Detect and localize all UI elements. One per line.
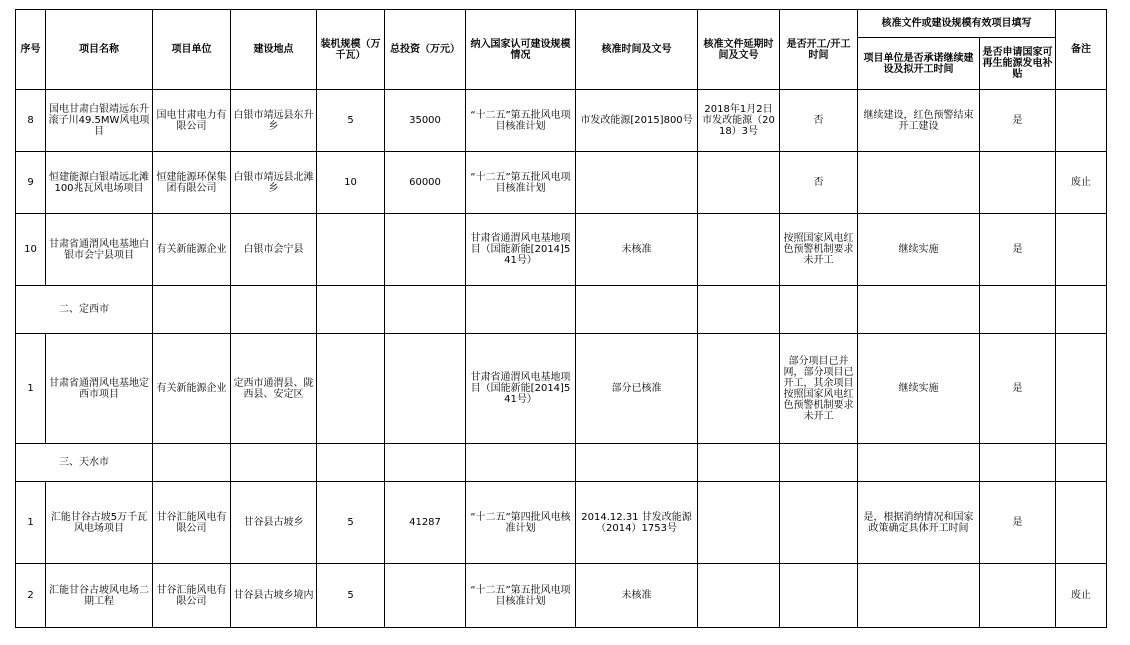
cell-remark xyxy=(1056,482,1107,564)
cell-commit: 是，根据消纳情况和国家政策确定具体开工时间 xyxy=(858,482,980,564)
cell-capacity xyxy=(317,334,385,444)
cell-commit: 继续实施 xyxy=(858,334,980,444)
cell-project-unit: 国电甘肃电力有限公司 xyxy=(153,90,231,152)
header-seq: 序号 xyxy=(16,10,46,90)
cell-capacity: 5 xyxy=(317,482,385,564)
cell-started: 部分项目已并网，部分项目已开工，其余项目按照国家风电红色预警机制要求未开工 xyxy=(780,334,858,444)
cell-project-name: 甘肃省通渭风电基地白银市会宁县项目 xyxy=(46,214,153,286)
cell-extension xyxy=(698,152,780,214)
cell-location: 定西市通渭县、陇西县、安定区 xyxy=(231,334,317,444)
section-heading: 三、天水市 xyxy=(16,444,153,482)
project-table xyxy=(15,9,1107,628)
header-national-plan: 纳入国家认可建设规模情况 xyxy=(466,10,576,90)
cell-approval: 未核准 xyxy=(576,214,698,286)
cell-commit: 继续实施 xyxy=(858,214,980,286)
cell-seq: 1 xyxy=(16,482,46,564)
cell-capacity: 5 xyxy=(317,564,385,628)
cell-project-name: 汇能甘谷古坡5万千瓦风电场项目 xyxy=(46,482,153,564)
cell-remark xyxy=(1056,90,1107,152)
cell-remark xyxy=(1056,334,1107,444)
cell-seq: 1 xyxy=(16,334,46,444)
cell-national-plan: “十二五”第五批风电项目核准计划 xyxy=(466,152,576,214)
section-heading: 二、定西市 xyxy=(16,286,153,334)
cell-project-unit: 恒建能源环保集团有限公司 xyxy=(153,152,231,214)
header-started: 是否开工/开工时间 xyxy=(780,10,858,90)
cell-started xyxy=(780,482,858,564)
header-location: 建设地点 xyxy=(231,10,317,90)
cell-project-name: 汇能甘谷古坡风电场二期工程 xyxy=(46,564,153,628)
cell-location: 白银市靖远县北滩乡 xyxy=(231,152,317,214)
cell-subsidy xyxy=(980,152,1056,214)
cell-commit xyxy=(858,152,980,214)
cell-project-name: 甘肃省通渭风电基地定西市项目 xyxy=(46,334,153,444)
cell-seq: 2 xyxy=(16,564,46,628)
cell-extension: 2018年1月2日 市发改能源（2018）3号 xyxy=(698,90,780,152)
header-remark: 备注 xyxy=(1056,10,1107,90)
cell-seq: 9 xyxy=(16,152,46,214)
header-capacity: 装机规模（万千瓦） xyxy=(317,10,385,90)
cell-location: 甘谷县古坡乡境内 xyxy=(231,564,317,628)
cell-investment: 41287 xyxy=(385,482,466,564)
cell-investment xyxy=(385,214,466,286)
cell-approval xyxy=(576,152,698,214)
table-row xyxy=(16,214,1107,286)
cell-national-plan: “十二五”第四批风电核准计划 xyxy=(466,482,576,564)
cell-extension xyxy=(698,214,780,286)
table-row xyxy=(16,564,1107,628)
cell-seq: 10 xyxy=(16,214,46,286)
cell-approval: 部分已核准 xyxy=(576,334,698,444)
header-subsidy: 是否申请国家可再生能源发电补贴 xyxy=(980,38,1056,90)
header-group: 核准文件或建设规模有效项目填写 xyxy=(858,10,1056,38)
cell-capacity: 5 xyxy=(317,90,385,152)
header-approval: 核准时间及文号 xyxy=(576,10,698,90)
cell-extension xyxy=(698,334,780,444)
cell-subsidy: 是 xyxy=(980,334,1056,444)
cell-started: 否 xyxy=(780,152,858,214)
cell-investment xyxy=(385,564,466,628)
cell-subsidy xyxy=(980,564,1056,628)
table-row xyxy=(16,152,1107,214)
cell-capacity xyxy=(317,214,385,286)
section-row xyxy=(16,444,1107,482)
cell-project-name: 国电甘肃白银靖远东升滚子川49.5MW风电项目 xyxy=(46,90,153,152)
table-body xyxy=(16,90,1107,628)
cell-approval: 市发改能源[2015]800号 xyxy=(576,90,698,152)
cell-approval: 未核准 xyxy=(576,564,698,628)
cell-investment: 60000 xyxy=(385,152,466,214)
table-row xyxy=(16,90,1107,152)
cell-project-unit: 甘谷汇能风电有限公司 xyxy=(153,482,231,564)
table-header xyxy=(16,10,1107,90)
cell-approval: 2014.12.31 甘发改能源（2014）1753号 xyxy=(576,482,698,564)
cell-subsidy: 是 xyxy=(980,214,1056,286)
cell-capacity: 10 xyxy=(317,152,385,214)
cell-remark: 废止 xyxy=(1056,152,1107,214)
table-row xyxy=(16,334,1107,444)
cell-seq: 8 xyxy=(16,90,46,152)
cell-location: 白银市会宁县 xyxy=(231,214,317,286)
header-extension: 核准文件延期时间及文号 xyxy=(698,10,780,90)
cell-national-plan: 甘肃省通渭风电基地项目（国能新能[2014]541号） xyxy=(466,334,576,444)
cell-subsidy: 是 xyxy=(980,482,1056,564)
cell-national-plan: 甘肃省通渭风电基地项目（国能新能[2014]541号） xyxy=(466,214,576,286)
cell-national-plan: “十二五”第五批风电项目核准计划 xyxy=(466,564,576,628)
table-row xyxy=(16,482,1107,564)
cell-remark: 废止 xyxy=(1056,564,1107,628)
cell-investment xyxy=(385,334,466,444)
cell-started: 否 xyxy=(780,90,858,152)
header-project-unit: 项目单位 xyxy=(153,10,231,90)
cell-project-unit: 有关新能源企业 xyxy=(153,334,231,444)
cell-remark xyxy=(1056,214,1107,286)
cell-commit xyxy=(858,564,980,628)
cell-extension xyxy=(698,564,780,628)
cell-national-plan: “十二五”第五批风电项目核准计划 xyxy=(466,90,576,152)
cell-project-unit: 有关新能源企业 xyxy=(153,214,231,286)
cell-project-unit: 甘谷汇能风电有限公司 xyxy=(153,564,231,628)
cell-subsidy: 是 xyxy=(980,90,1056,152)
cell-extension xyxy=(698,482,780,564)
section-row xyxy=(16,286,1107,334)
header-project-name: 项目名称 xyxy=(46,10,153,90)
cell-project-name: 恒建能源白银靖远北滩100兆瓦风电场项目 xyxy=(46,152,153,214)
cell-location: 甘谷县古坡乡 xyxy=(231,482,317,564)
cell-investment: 35000 xyxy=(385,90,466,152)
cell-location: 白银市靖远县东升乡 xyxy=(231,90,317,152)
cell-started: 按照国家风电红色预警机制要求未开工 xyxy=(780,214,858,286)
header-commit: 项目单位是否承诺继续建设及拟开工时间 xyxy=(858,38,980,90)
cell-commit: 继续建设，红色预警结束开工建设 xyxy=(858,90,980,152)
header-investment: 总投资（万元） xyxy=(385,10,466,90)
cell-started xyxy=(780,564,858,628)
